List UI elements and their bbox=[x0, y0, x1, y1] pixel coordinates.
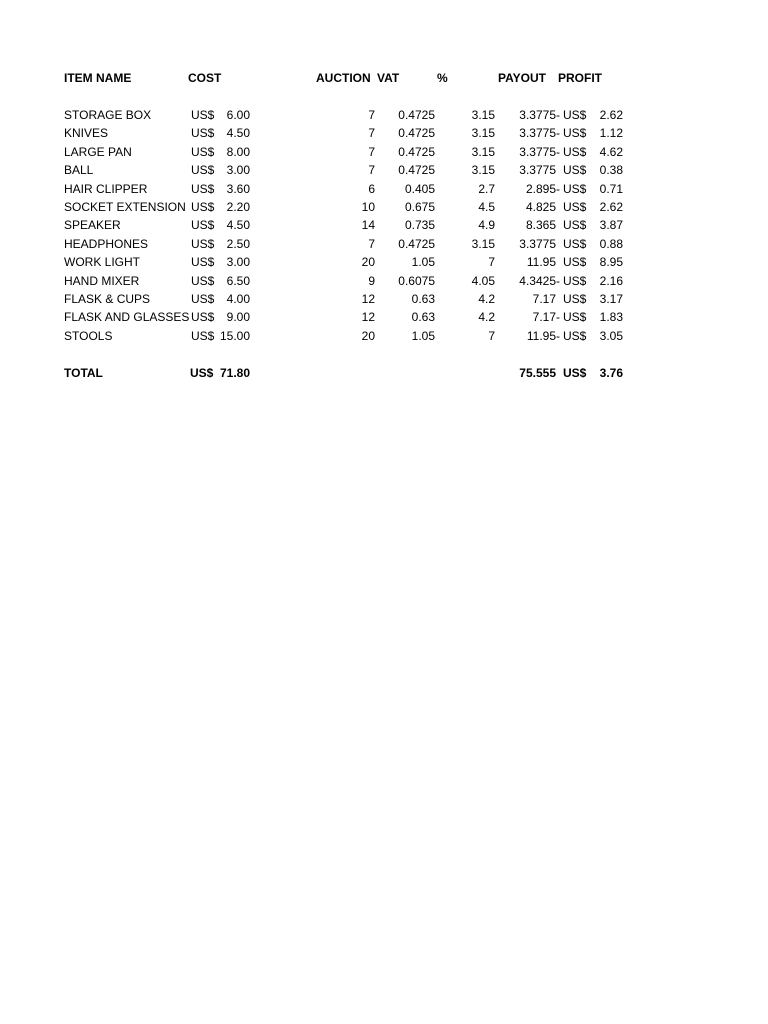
table-row bbox=[0, 124, 768, 142]
cell-cost-currency: US$ bbox=[191, 218, 215, 232]
cell-item-name: BALL bbox=[64, 163, 94, 177]
cell-item-name: FLASK AND GLASSES bbox=[64, 310, 190, 324]
cell-percent: 7 bbox=[488, 329, 495, 343]
cell-cost-currency: US$ bbox=[191, 274, 215, 288]
cell-percent: 7 bbox=[488, 255, 495, 269]
cell-item-name: WORK LIGHT bbox=[64, 255, 141, 269]
cell-profit-sign: - bbox=[556, 274, 560, 288]
cell-cost: 9.00 bbox=[226, 310, 250, 324]
table-row bbox=[0, 180, 768, 198]
cell-payout: 3.3775 bbox=[519, 108, 556, 122]
cell-vat: 0.405 bbox=[404, 182, 435, 196]
cell-payout: 2.895 bbox=[525, 182, 556, 196]
cell-cost-currency: US$ bbox=[191, 126, 215, 140]
cell-cost: 4.50 bbox=[226, 126, 250, 140]
cell-cost-currency: US$ bbox=[191, 310, 215, 324]
cell-cost-currency: US$ bbox=[191, 255, 215, 269]
cell-percent: 4.05 bbox=[471, 274, 495, 288]
header-percent: % bbox=[437, 71, 448, 85]
total-profit: 3.76 bbox=[599, 366, 623, 380]
cell-auction: 7 bbox=[368, 145, 375, 159]
cell-cost: 3.60 bbox=[226, 182, 250, 196]
cell-payout: 3.3775 bbox=[519, 237, 556, 251]
cell-profit-sign: - bbox=[556, 310, 560, 324]
cell-percent: 4.5 bbox=[478, 200, 495, 214]
cell-auction: 12 bbox=[361, 310, 375, 324]
cell-payout: 7.17 bbox=[532, 310, 556, 324]
cell-profit: 3.87 bbox=[599, 218, 623, 232]
cell-vat: 1.05 bbox=[411, 255, 435, 269]
cell-vat: 0.63 bbox=[411, 310, 435, 324]
table-row bbox=[0, 216, 768, 234]
total-row bbox=[0, 364, 768, 382]
cell-profit: 2.16 bbox=[599, 274, 623, 288]
header-row bbox=[0, 69, 768, 87]
cell-vat: 0.6075 bbox=[398, 274, 435, 288]
cell-percent: 3.15 bbox=[471, 237, 495, 251]
cell-cost: 8.00 bbox=[226, 145, 250, 159]
total-profit-currency: US$ bbox=[563, 366, 587, 380]
table-row bbox=[0, 272, 768, 290]
cell-cost: 6.50 bbox=[226, 274, 250, 288]
cell-cost: 3.00 bbox=[226, 255, 250, 269]
table-row bbox=[0, 106, 768, 124]
header-cost: COST bbox=[188, 71, 222, 85]
total-cost: 71.80 bbox=[219, 366, 250, 380]
cell-auction: 12 bbox=[361, 292, 375, 306]
cell-auction: 10 bbox=[361, 200, 375, 214]
cell-payout: 4.825 bbox=[525, 200, 556, 214]
cell-profit-sign: - bbox=[556, 108, 560, 122]
cell-profit-currency: US$ bbox=[563, 237, 587, 251]
table-row bbox=[0, 327, 768, 345]
cell-vat: 0.63 bbox=[411, 292, 435, 306]
cell-payout: 7.17 bbox=[532, 292, 556, 306]
table-row bbox=[0, 253, 768, 271]
cell-payout: 3.3775 bbox=[519, 126, 556, 140]
cell-profit-sign: - bbox=[556, 182, 560, 196]
cell-vat: 0.4725 bbox=[398, 126, 435, 140]
cell-cost: 4.50 bbox=[226, 218, 250, 232]
cell-payout: 4.3425 bbox=[519, 274, 556, 288]
cell-percent: 4.9 bbox=[478, 218, 495, 232]
cell-auction: 20 bbox=[361, 255, 375, 269]
cell-payout: 8.365 bbox=[525, 218, 556, 232]
table-row bbox=[0, 290, 768, 308]
cell-cost: 2.20 bbox=[226, 200, 250, 214]
cell-profit-currency: US$ bbox=[563, 163, 587, 177]
cell-item-name: SOCKET EXTENSION bbox=[64, 200, 186, 214]
cell-item-name: HAIR CLIPPER bbox=[64, 182, 148, 196]
cell-cost-currency: US$ bbox=[191, 145, 215, 159]
cell-cost: 15.00 bbox=[219, 329, 250, 343]
cell-auction: 9 bbox=[368, 274, 375, 288]
cell-vat: 0.4725 bbox=[398, 237, 435, 251]
cell-profit-currency: US$ bbox=[563, 310, 587, 324]
cell-item-name: HAND MIXER bbox=[64, 274, 140, 288]
cell-auction: 6 bbox=[368, 182, 375, 196]
cell-vat: 0.4725 bbox=[398, 145, 435, 159]
cell-profit-currency: US$ bbox=[563, 200, 587, 214]
cell-auction: 7 bbox=[368, 237, 375, 251]
cell-cost-currency: US$ bbox=[191, 163, 215, 177]
cell-profit: 8.95 bbox=[599, 255, 623, 269]
header-vat: VAT bbox=[377, 71, 400, 85]
cell-cost: 3.00 bbox=[226, 163, 250, 177]
cell-payout: 11.95 bbox=[526, 329, 556, 343]
cell-auction: 20 bbox=[361, 329, 375, 343]
cell-profit-currency: US$ bbox=[563, 218, 587, 232]
cell-percent: 4.2 bbox=[478, 292, 495, 306]
cell-percent: 3.15 bbox=[471, 108, 495, 122]
cell-percent: 3.15 bbox=[471, 163, 495, 177]
cell-vat: 0.675 bbox=[404, 200, 435, 214]
cell-payout: 3.3775 bbox=[519, 145, 556, 159]
cell-profit-currency: US$ bbox=[563, 255, 587, 269]
table-row bbox=[0, 143, 768, 161]
header-payout: PAYOUT bbox=[498, 71, 547, 85]
cell-item-name: KNIVES bbox=[64, 126, 109, 140]
cell-cost-currency: US$ bbox=[191, 108, 215, 122]
cell-cost-currency: US$ bbox=[191, 182, 215, 196]
cell-profit-currency: US$ bbox=[563, 126, 587, 140]
cell-cost-currency: US$ bbox=[191, 237, 215, 251]
cell-vat: 0.4725 bbox=[398, 108, 435, 122]
cell-profit: 1.83 bbox=[599, 310, 623, 324]
cell-profit-currency: US$ bbox=[563, 182, 587, 196]
total-payout: 75.555 bbox=[519, 366, 556, 380]
cell-item-name: STORAGE BOX bbox=[64, 108, 152, 122]
cell-item-name: FLASK & CUPS bbox=[64, 292, 151, 306]
cell-item-name: STOOLS bbox=[64, 329, 113, 343]
cell-vat: 0.4725 bbox=[398, 163, 435, 177]
cell-cost-currency: US$ bbox=[191, 329, 215, 343]
cell-payout: 3.3775 bbox=[519, 163, 556, 177]
total-label: TOTAL bbox=[64, 366, 103, 380]
cell-vat: 0.735 bbox=[404, 218, 435, 232]
header-profit: PROFIT bbox=[558, 71, 602, 85]
cell-cost: 2.50 bbox=[226, 237, 250, 251]
cell-profit: 0.88 bbox=[599, 237, 623, 251]
cell-item-name: SPEAKER bbox=[64, 218, 121, 232]
cell-profit: 3.05 bbox=[599, 329, 623, 343]
total-cost-currency: US$ bbox=[190, 366, 214, 380]
cell-auction: 14 bbox=[361, 218, 375, 232]
cell-payout: 11.95 bbox=[526, 255, 556, 269]
cell-item-name: HEADPHONES bbox=[64, 237, 149, 251]
table-row bbox=[0, 235, 768, 253]
header-auction: AUCTION bbox=[316, 71, 371, 85]
cell-profit: 2.62 bbox=[599, 108, 623, 122]
cell-percent: 3.15 bbox=[471, 126, 495, 140]
cell-profit: 4.62 bbox=[599, 145, 623, 159]
cell-profit-sign: - bbox=[556, 329, 560, 343]
header-item-name: ITEM NAME bbox=[64, 71, 132, 85]
cell-profit: 3.17 bbox=[599, 292, 623, 306]
cell-auction: 7 bbox=[368, 163, 375, 177]
cell-profit: 1.12 bbox=[599, 126, 623, 140]
cell-profit-currency: US$ bbox=[563, 145, 587, 159]
cell-auction: 7 bbox=[368, 126, 375, 140]
cell-profit-sign: - bbox=[556, 126, 560, 140]
cell-cost-currency: US$ bbox=[191, 292, 215, 306]
cell-profit-currency: US$ bbox=[563, 329, 587, 343]
cell-percent: 3.15 bbox=[471, 145, 495, 159]
cell-profit: 0.71 bbox=[599, 182, 623, 196]
cell-item-name: LARGE PAN bbox=[64, 145, 132, 159]
cell-percent: 2.7 bbox=[478, 182, 495, 196]
cell-cost: 4.00 bbox=[226, 292, 250, 306]
table-row bbox=[0, 198, 768, 216]
cell-vat: 1.05 bbox=[411, 329, 435, 343]
cell-percent: 4.2 bbox=[478, 310, 495, 324]
cell-profit-currency: US$ bbox=[563, 292, 587, 306]
cell-profit-sign: - bbox=[556, 145, 560, 159]
cell-profit-currency: US$ bbox=[563, 274, 587, 288]
cell-cost-currency: US$ bbox=[191, 200, 215, 214]
table-row bbox=[0, 308, 768, 326]
cell-auction: 7 bbox=[368, 108, 375, 122]
cell-profit: 0.38 bbox=[599, 163, 623, 177]
cell-profit: 2.62 bbox=[599, 200, 623, 214]
cell-cost: 6.00 bbox=[226, 108, 250, 122]
cell-profit-currency: US$ bbox=[563, 108, 587, 122]
table-row bbox=[0, 161, 768, 179]
